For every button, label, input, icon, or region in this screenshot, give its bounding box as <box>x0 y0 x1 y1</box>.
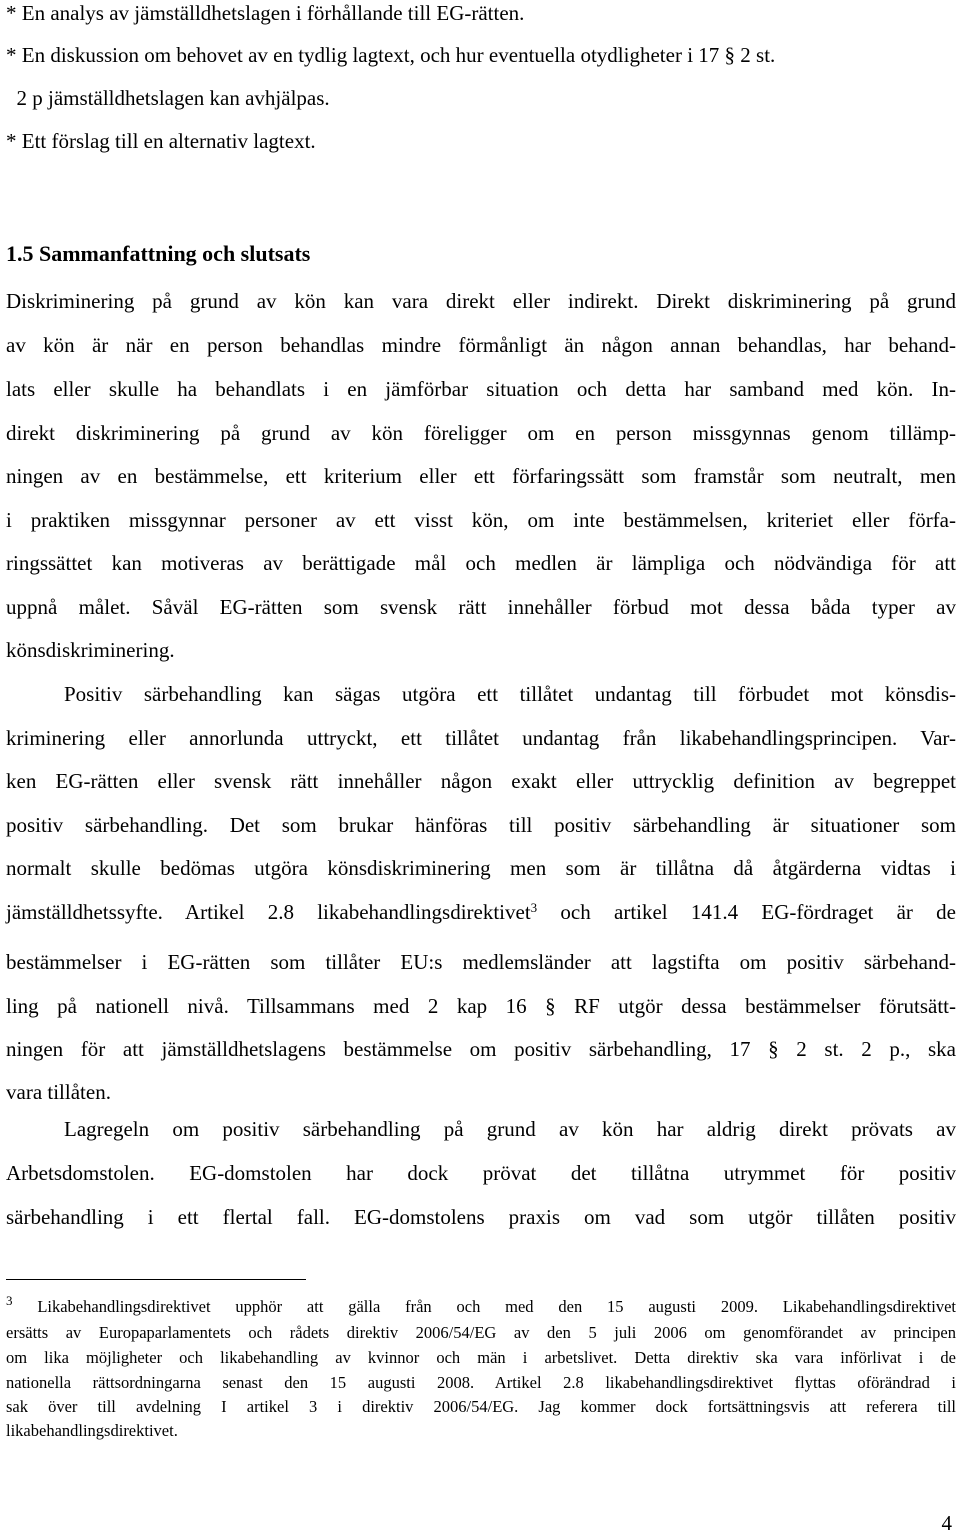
text-line: Arbetsdomstolen. EG-domstolen har dock prövat det tillåtna utrymmet för positiv <box>6 1161 956 1185</box>
text-line: kriminering eller annorlunda uttryckt, ett tillåtet undantag från likabehandlingsprincipen. Var- <box>6 726 956 750</box>
footnote-reference[interactable]: 3 <box>530 899 538 915</box>
text-segment: och artikel 141.4 EG-fördraget är de <box>537 900 956 924</box>
text-line: särbehandling i ett flertal fall. EG-domstolens praxis om vad som utgör tillåten positiv <box>6 1205 956 1229</box>
section-heading: 1.5 Sammanfattning och slutsats <box>6 241 311 266</box>
text-line: i praktiken missgynnar personer av ett visst kön, om inte bestämmelsen, kriteriet eller förfa- <box>6 508 956 532</box>
footnote-marker: 3 <box>6 1292 13 1308</box>
text-line: könsdiskriminering. <box>6 638 175 662</box>
page-number: 4 <box>941 1511 952 1535</box>
footnote-separator <box>6 1279 306 1280</box>
text-line: av kön är när en person behandlas mindre förmånligt än någon annan behandlas, har behand- <box>6 333 956 357</box>
text-line: ken EG-rätten eller svensk rätt innehåller någon exakt eller uttrycklig definition av begreppet <box>6 769 956 793</box>
text-line: lats eller skulle ha behandlats i en jämförbar situation och detta har samband med kön. In- <box>6 377 956 401</box>
text-line: Positiv särbehandling kan sägas utgöra ett tillåtet undantag till förbudet mot könsdis- <box>64 682 956 706</box>
text-line-with-footnote-ref <box>6 899 956 925</box>
footnote-line: sak över till avdelning I artikel 3 i direktiv 2006/54/EG. Jag kommer dock fortsättningsvis att referera till <box>6 1397 956 1416</box>
text-line: positiv särbehandling. Det som brukar hänföras till positiv särbehandling är situationer som <box>6 813 956 837</box>
footnote-line: om lika möjligheter och likabehandling av kvinnor och män i arbetslivet. Detta direktiv ska vara införlivat i de <box>6 1348 956 1367</box>
bullet-item: * En diskussion om behovet av en tydlig lagtext, och hur eventuella otydligheter i 17 § 2 st. <box>6 43 776 67</box>
text-line: ling på nationell nivå. Tillsammans med 2 kap 16 § RF utgör dessa bestämmelser förutsätt- <box>6 994 956 1018</box>
text-line: direkt diskriminering på grund av kön föreligger om en person missgynnas genom tillämp- <box>6 421 956 445</box>
text-segment: Likabehandlingsdirektivet upphör att gälla från och med den 15 augusti 2009. Likabehandlingsdirektivet <box>12 1297 956 1316</box>
text-line: Lagregeln om positiv särbehandling på grund av kön har aldrig direkt prövats av <box>64 1117 956 1141</box>
bullet-item: * Ett förslag till en alternativ lagtext. <box>6 129 316 153</box>
text-line: bestämmelser i EG-rätten som tillåter EU:s medlemsländer att lagstifta om positiv särbehand- <box>6 950 956 974</box>
footnote-line <box>6 1292 956 1318</box>
footnote-line: likabehandlingsdirektivet. <box>6 1421 178 1440</box>
text-line: vara tillåten. <box>6 1080 111 1104</box>
bullet-item: * En analys av jämställdhetslagen i förhållande till EG-rätten. <box>6 1 525 25</box>
text-line: uppnå målet. Såväl EG-rätten som svensk rätt innehåller förbud mot dessa båda typer av <box>6 595 956 619</box>
text-line: ningen av en bestämmelse, ett kriterium eller ett förfaringssätt som framstår som neutralt, men <box>6 464 956 488</box>
text-line: Diskriminering på grund av kön kan vara direkt eller indirekt. Direkt diskriminering på grund <box>6 289 956 313</box>
text-line: ningen för att jämställdhetslagens bestämmelse om positiv särbehandling, 17 § 2 st. 2 p., ska <box>6 1037 956 1061</box>
text-line: normalt skulle bedömas utgöra könsdiskriminering men som är tillåtna då åtgärderna vidtas i <box>6 856 956 880</box>
text-line: ringssättet kan motiveras av berättigade mål och medlen är lämpliga och nödvändiga för att <box>6 551 956 575</box>
footnote-line: nationella rättsordningarna senast den 15 augusti 2008. Artikel 2.8 likabehandlingsdirektivet flyttas oförändrad i <box>6 1373 956 1392</box>
bullet-item-continuation: 2 p jämställdhetslagen kan avhjälpas. <box>6 86 330 110</box>
footnote-line: ersätts av Europaparlamentets och rådets direktiv 2006/54/EG av den 5 juli 2006 om genomförandet av principen <box>6 1323 956 1342</box>
text-segment: jämställdhetssyfte. Artikel 2.8 likabehandlingsdirektivet <box>6 900 531 924</box>
